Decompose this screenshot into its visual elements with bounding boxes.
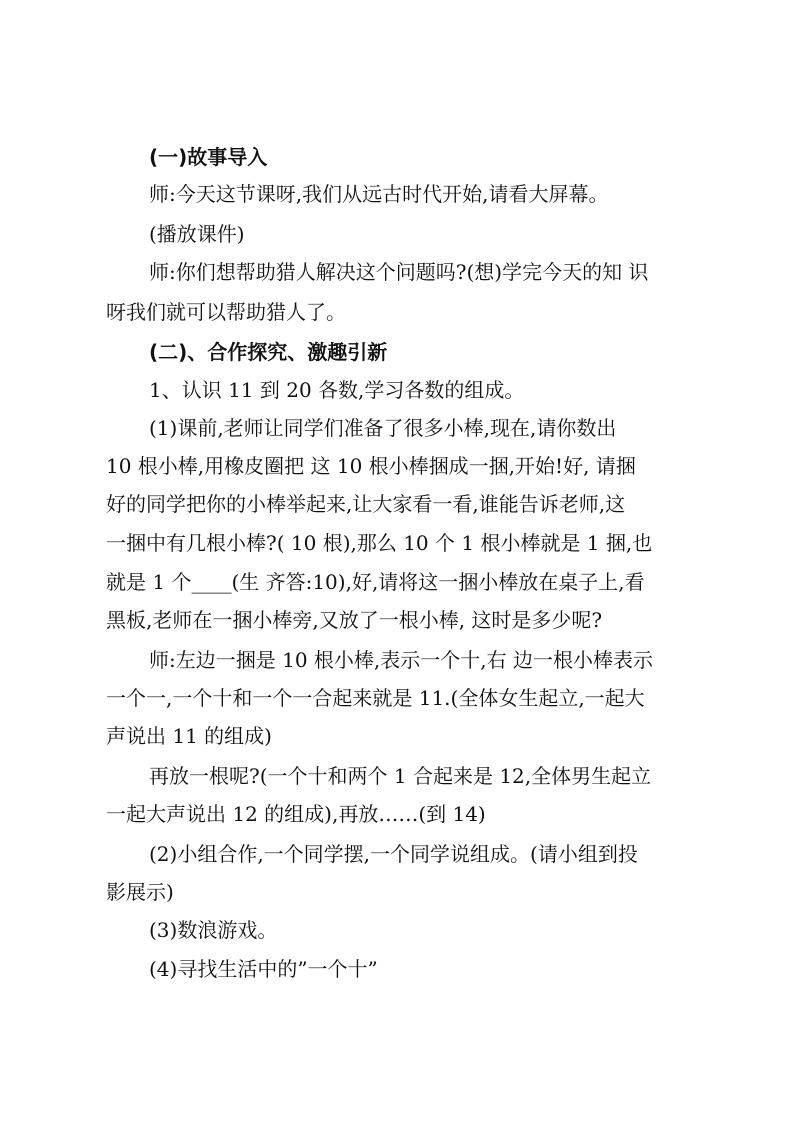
paragraph-line: 影展示) bbox=[106, 880, 174, 904]
paragraph-line: (2)小组合作,一个同学摆,一个同学说组成。(请小组到投 bbox=[149, 842, 638, 866]
section-heading-story-intro: (一)故事导入 bbox=[149, 145, 268, 169]
paragraph-line: 一个一,一个十和一个一合起来就是 11.(全体女生起立,一起大 bbox=[106, 686, 645, 710]
paragraph-line: (3)数浪游戏。 bbox=[149, 918, 278, 942]
paragraph-line: (播放课件) bbox=[149, 222, 245, 246]
paragraph-line: 师:左边一捆是 10 根小棒,表示一个十,右 边一根小棒表示 bbox=[149, 648, 653, 672]
paragraph-line: 呀我们就可以帮助猎人了。 bbox=[106, 300, 346, 324]
paragraph-line: 黑板,老师在一捆小棒旁,又放了一根小棒, 这时是多少呢? bbox=[106, 608, 603, 632]
paragraph-line: 师:今天这节课呀,我们从远古时代开始,请看大屏幕。 bbox=[149, 182, 609, 206]
paragraph-line: 1、认识 11 到 20 各数,学习各数的组成。 bbox=[149, 378, 525, 402]
paragraph-line: 声说出 11 的组成) bbox=[106, 724, 272, 748]
paragraph-line: (4)寻找生活中的”一个十” bbox=[149, 957, 378, 981]
paragraph-line: 一起大声说出 12 的组成),再放……(到 14) bbox=[106, 802, 486, 826]
paragraph-line: 再放一根呢?(一个十和两个 1 合起来是 12,全体男生起立 bbox=[149, 764, 652, 788]
paragraph-line: 就是 1 个____(生 齐答:10),好,请将这一捆小棒放在桌子上,看 bbox=[106, 570, 645, 594]
paragraph-line: (1)课前,老师让同学们准备了很多小棒,现在,请你数出 bbox=[149, 416, 617, 440]
paragraph-line: 好的同学把你的小棒举起来,让大家看一看,谁能告诉老师,这 bbox=[106, 492, 626, 516]
paragraph-line: 师:你们想帮助猎人解决这个问题吗?(想)学完今天的知 识 bbox=[149, 260, 649, 284]
paragraph-line: 一捆中有几根小棒?( 10 根),那么 10 个 1 根小棒就是 1 捆,也 bbox=[106, 531, 653, 555]
paragraph-line: 10 根小棒,用橡皮圈把 这 10 根小棒捆成一捆,开始!好, 请捆 bbox=[106, 454, 636, 478]
section-heading-cooperative-inquiry: (二)、合作探究、激趣引新 bbox=[149, 340, 388, 364]
